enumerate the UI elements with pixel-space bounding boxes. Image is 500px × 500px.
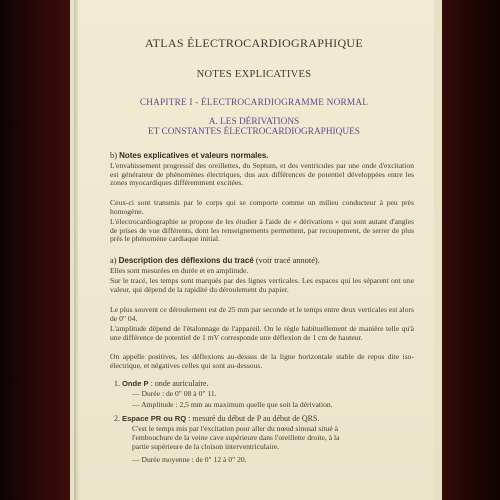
section-b-paragraph-1: L'envahissement progressif des oreillettes, du Septum, et des ventricules par une onde d'excitation est générateur de phénomènes électriques, dus aux différences de potentiel développées entre les zones myocardiques différemment excitées.	[110, 161, 414, 188]
list-line: — Amplitude : 2,5 mm au maximum quelle que soit la dérivation.	[132, 400, 333, 409]
section-b-heading	[110, 151, 414, 160]
background-left	[0, 0, 70, 500]
atlas-title: ATLAS ÉLECTROCARDIOGRAPHIQUE	[144, 36, 364, 50]
section-a2-paragraph-3: Le plus souvent ce déroulement est de 25 mm par seconde et le temps entre deux verticales est alors de 0" 04.	[110, 305, 414, 323]
list-item-onde-p	[114, 379, 209, 388]
list-line: C'est le temps mis par l'excitation pour aller du nœud sinusal situé à	[132, 424, 339, 433]
list-item-espace-pr	[114, 414, 319, 423]
notes-title: NOTES EXPLICATIVES	[196, 69, 312, 80]
document-page	[74, 0, 434, 500]
section-b-heading-text: Notes explicatives et valeurs normales.	[119, 151, 269, 160]
section-b-paragraph-2: Ceux-ci sont transmis par le corps qui se comporte comme un milieu conducteur à peu près homogène.	[110, 198, 414, 216]
list-line: — Durée : de 0" 08 à 0" 11.	[132, 389, 217, 398]
list-number: 1.	[114, 379, 120, 388]
background-right	[434, 0, 500, 500]
list-desc: : mesuré du début de P au début de QRS.	[188, 414, 320, 423]
section-a-line1: A. LES DÉRIVATIONS	[208, 117, 300, 127]
chapter-title: CHAPITRE I - ÉLECTROCARDIOGRAMME NORMAL	[139, 98, 369, 108]
section-a-line2: ET CONSTANTES ÉLECTROCARDIOGRAPHIQUES	[148, 127, 360, 137]
section-a2-heading-note: (voir tracé annoté).	[255, 256, 320, 265]
section-a-title	[74, 117, 434, 137]
section-b-prefix: b)	[110, 151, 117, 160]
section-a2-prefix: a)	[110, 256, 117, 265]
section-a2-heading-text: Description des déflexions du tracé	[118, 256, 254, 265]
section-a2-paragraph-4: L'amplitude dépend de l'étalonnage de l'appareil. On le règle habituellement de manière telle qu'à une différence de potentiel de 1 mV corresponde une déflexion de 1 cm de hauteur.	[110, 324, 414, 342]
section-a2-heading	[110, 256, 414, 265]
list-label: Espace PR ou RQ	[122, 414, 187, 423]
section-a2-paragraph-5: On appelle positives, les déflexions au-dessus de la ligne horizontale stable de repos dite iso-électrique, et négatives celles qui sont au-dessous.	[110, 352, 414, 370]
page-shadow	[74, 0, 79, 500]
list-number: 2.	[114, 414, 120, 423]
list-line: partie supérieure de la cloison interventriculaire.	[132, 442, 280, 451]
section-a2-paragraph-1: Elles sont mesurées en durée et en amplitude.	[110, 266, 249, 275]
list-label: Onde P	[122, 379, 149, 388]
list-desc: : onde auriculaire.	[150, 379, 209, 388]
list-line: — Durée moyenne : de 0" 12 à 0" 20.	[132, 455, 247, 464]
list-line: l'embouchure de la veine cave supérieure dans l'oreillette droite, à la	[132, 433, 340, 442]
section-a2-paragraph-2: Sur le tracé, les temps sont marqués par des lignes verticales. Les espaces qui les séparent ont une valeur, qui dépend de la rapidité du déroulement du papier.	[110, 276, 414, 294]
section-b-paragraph-3: L'électrocardiographie se propose de les étudier à l'aide de « dérivations » qui sont autant d'angles de prises de vue différents, dont les renseignements permettent, par recoupement, de serrer de plus près le phénomène cardiaque initial.	[110, 217, 414, 244]
